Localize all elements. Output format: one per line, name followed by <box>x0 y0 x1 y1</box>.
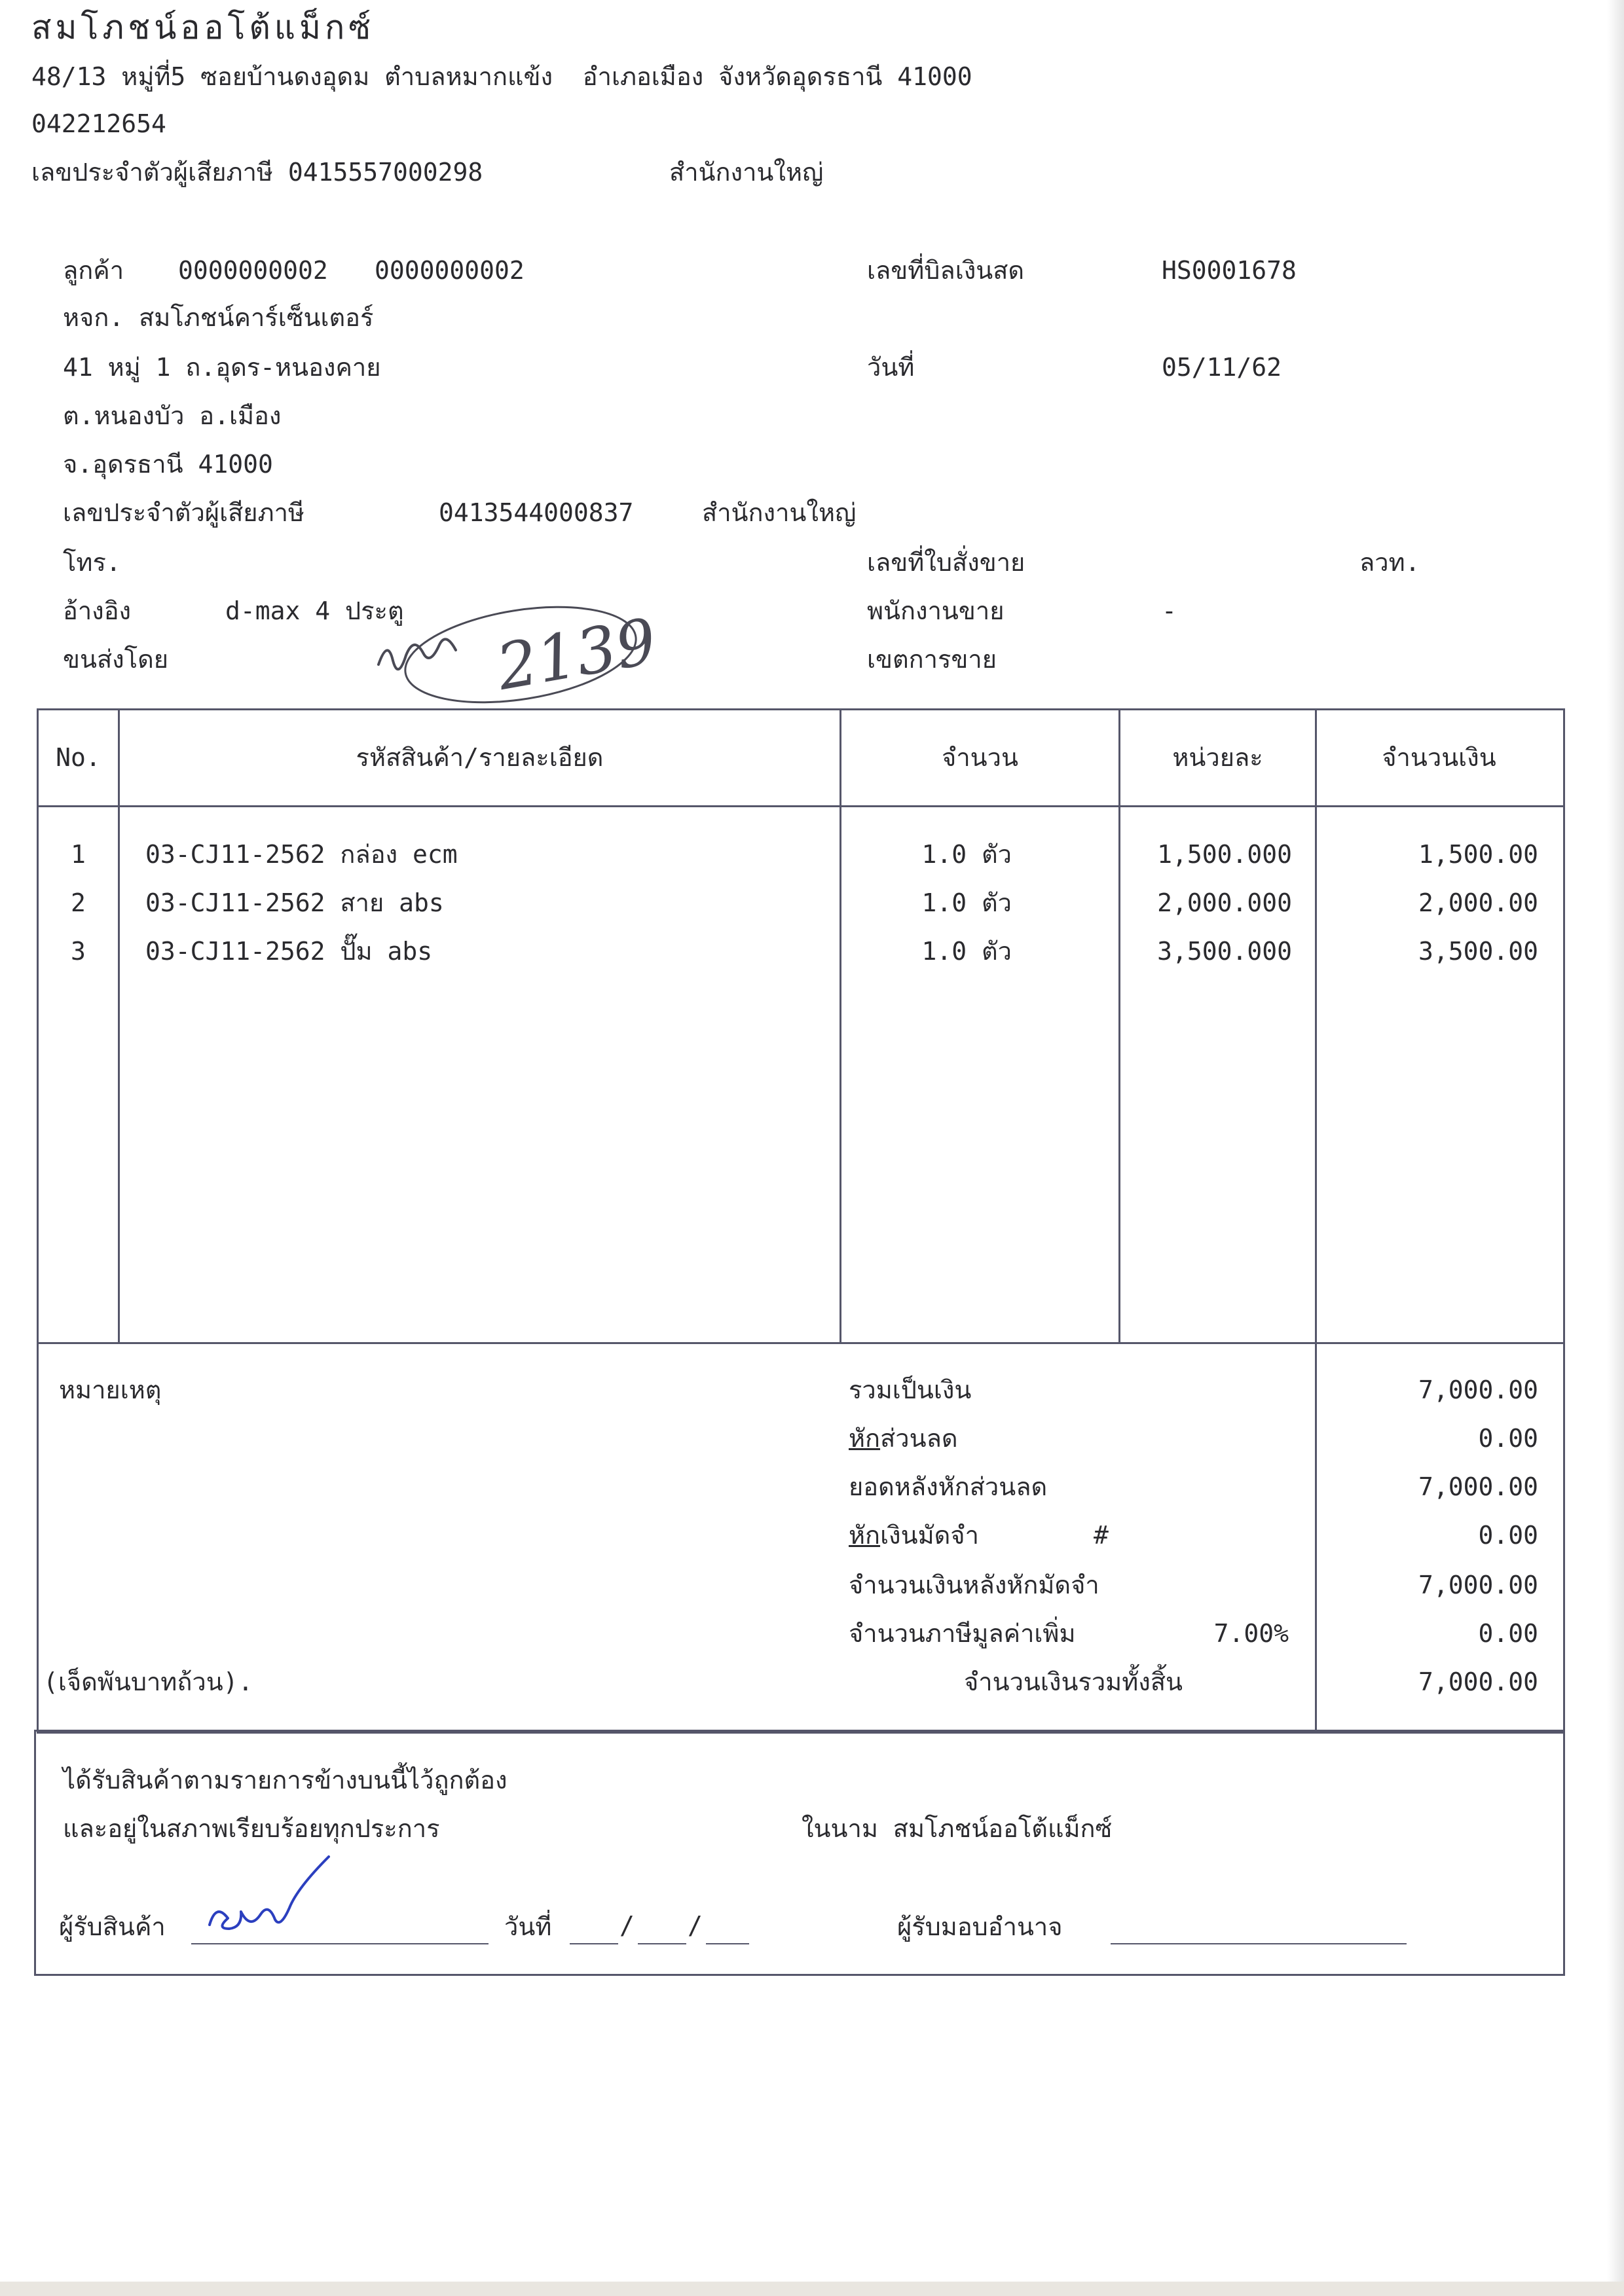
acknowledgement-line2: และอยู่ในสภาพเรียบร้อยทุกประการ <box>63 1814 440 1843</box>
company-phone: 042212654 <box>31 109 166 138</box>
column-divider <box>840 708 841 1342</box>
receive-date-slash: / <box>619 1911 635 1940</box>
handwritten-number: 2139 <box>491 604 662 704</box>
amount-in-words: (เจ็ดพันบาทถ้วน). <box>43 1667 253 1696</box>
sales-area-label: เขตการขาย <box>867 645 997 674</box>
bill-date-label: วันที่ <box>867 353 915 382</box>
table-row-description: 03-CJ11-2562 กล่อง ecm <box>145 840 458 869</box>
table-row-quantity: 1.0 ตัว <box>921 937 1012 966</box>
customer-phone-label: โทร. <box>63 548 121 577</box>
salesperson-value: - <box>1162 596 1177 625</box>
table-row-quantity: 1.0 ตัว <box>921 888 1012 917</box>
table-row-no: 3 <box>71 937 86 966</box>
acknowledgement-line1: ได้รับสินค้าตามรายการข้างบนนี้ไว้ถูกต้อง <box>63 1766 507 1795</box>
customer-name: หจก. สมโภชน์คาร์เซ็นเตอร์ <box>63 303 374 332</box>
customer-label: ลูกค้า <box>63 256 124 285</box>
bill-number-label: เลขที่บิลเงินสด <box>867 256 1025 285</box>
customer-address-line2: ต.หนองบัว อ.เมือง <box>63 401 282 430</box>
deposit-label <box>849 1520 979 1550</box>
company-branch: สำนักงานใหญ่ <box>669 158 824 187</box>
header-unit-price: หน่วยละ <box>1172 743 1263 772</box>
discount-label-text: ส่วนลด <box>880 1424 958 1453</box>
scan-edge <box>1607 0 1624 2296</box>
scan-bottom-edge <box>0 2282 1624 2296</box>
after-discount-value: 7,000.00 <box>1418 1472 1538 1501</box>
bill-number: HS0001678 <box>1162 256 1297 285</box>
customer-code: 0000000002 <box>178 256 328 285</box>
shipping-label: ขนส่งโดย <box>63 645 169 674</box>
receiver-signature <box>196 1848 347 1946</box>
header-no: No. <box>56 743 101 772</box>
header-amount: จำนวนเงิน <box>1382 743 1496 772</box>
table-row-quantity: 1.0 ตัว <box>921 840 1012 869</box>
table-header-divider <box>37 805 1563 807</box>
table-row-unit-price: 3,500.000 <box>1157 937 1292 966</box>
customer-branch: สำนักงานใหญ่ <box>702 498 857 527</box>
vat-rate: 7.00% <box>1213 1619 1289 1648</box>
vat-label: จำนวนภาษีมูลค่าเพิ่ม <box>849 1619 1076 1648</box>
authorized-signature-line <box>1111 1943 1407 1944</box>
reference-value: d-max 4 ประตู <box>225 596 404 625</box>
deposit-label-text: เงินมัดจำ <box>880 1521 979 1550</box>
receiver-label: ผู้รับสินค้า <box>59 1912 166 1941</box>
sales-order-label: เลขที่ใบสั่งขาย <box>867 548 1025 577</box>
table-row-no: 2 <box>71 888 86 917</box>
grand-total-value: 7,000.00 <box>1418 1667 1538 1696</box>
salesperson-label: พนักงานขาย <box>867 596 1005 625</box>
column-divider <box>118 708 120 1342</box>
table-row-amount: 2,000.00 <box>1418 888 1538 917</box>
after-discount-label: ยอดหลังหักส่วนลด <box>849 1472 1048 1501</box>
company-name: สมโภชน์ออโต้แม็กซ์ <box>31 9 375 46</box>
deposit-mark: # <box>1094 1521 1109 1550</box>
table-row-amount: 3,500.00 <box>1418 937 1538 966</box>
vat-value: 0.00 <box>1478 1619 1538 1648</box>
remark-label: หมายเหตุ <box>59 1376 162 1404</box>
reference-label: อ้างอิง <box>63 596 132 625</box>
subtotal-label: รวมเป็นเงิน <box>849 1376 972 1404</box>
customer-tax-id: 0413544000837 <box>439 498 634 527</box>
after-deposit-value: 7,000.00 <box>1418 1571 1538 1599</box>
on-behalf-of: ในนาม สมโภชน์ออโต้แม็กซ์ <box>802 1814 1113 1843</box>
deposit-value: 0.00 <box>1478 1521 1538 1550</box>
receive-date-slash: / <box>688 1911 703 1940</box>
table-row-description: 03-CJ11-2562 ปั๊ม abs <box>145 937 433 966</box>
customer-address-line1: 41 หมู่ 1 ถ.อุดร-หนองคาย <box>63 353 381 382</box>
customer-code-2: 0000000002 <box>375 256 525 285</box>
discount-prefix: หัก <box>849 1424 881 1453</box>
sales-order-value: ลวท. <box>1359 548 1420 577</box>
company-address: 48/13 หมู่ที่5 ซอยบ้านดงอุดม ตำบลหมากแข้ง อำเภอเมือง จังหวัดอุดรธานี 41000 <box>31 62 972 91</box>
column-divider <box>1118 708 1120 1342</box>
table-row-amount: 1,500.00 <box>1418 840 1538 869</box>
bill-date: 05/11/62 <box>1162 353 1282 382</box>
after-deposit-label: จำนวนเงินหลังหักมัดจำ <box>849 1571 1099 1599</box>
grand-total-label: จำนวนเงินรวมทั้งสิ้น <box>964 1667 1183 1696</box>
table-body-divider <box>37 1342 1563 1344</box>
table-row-description: 03-CJ11-2562 สาย abs <box>145 888 444 917</box>
company-tax-id: เลขประจำตัวผู้เสียภาษี 0415557000298 <box>31 158 483 187</box>
discount-label <box>849 1423 958 1453</box>
receive-date-label: วันที่ <box>504 1912 552 1941</box>
header-quantity: จำนวน <box>942 743 1018 772</box>
receive-date-day-line <box>570 1943 618 1944</box>
deposit-prefix: หัก <box>849 1521 881 1550</box>
table-row-unit-price: 1,500.000 <box>1157 840 1292 869</box>
table-row-no: 1 <box>71 840 86 869</box>
subtotal-value: 7,000.00 <box>1418 1376 1538 1404</box>
customer-tax-label: เลขประจำตัวผู้เสียภาษี <box>63 498 304 527</box>
discount-value: 0.00 <box>1478 1424 1538 1453</box>
receive-date-month-line <box>638 1943 686 1944</box>
customer-address-line3: จ.อุดรธานี 41000 <box>63 450 273 479</box>
authorized-label: ผู้รับมอบอำนาจ <box>897 1912 1063 1941</box>
header-description: รหัสสินค้า/รายละเอียด <box>356 743 604 772</box>
receive-date-year-line <box>706 1943 749 1944</box>
table-row-unit-price: 2,000.000 <box>1157 888 1292 917</box>
